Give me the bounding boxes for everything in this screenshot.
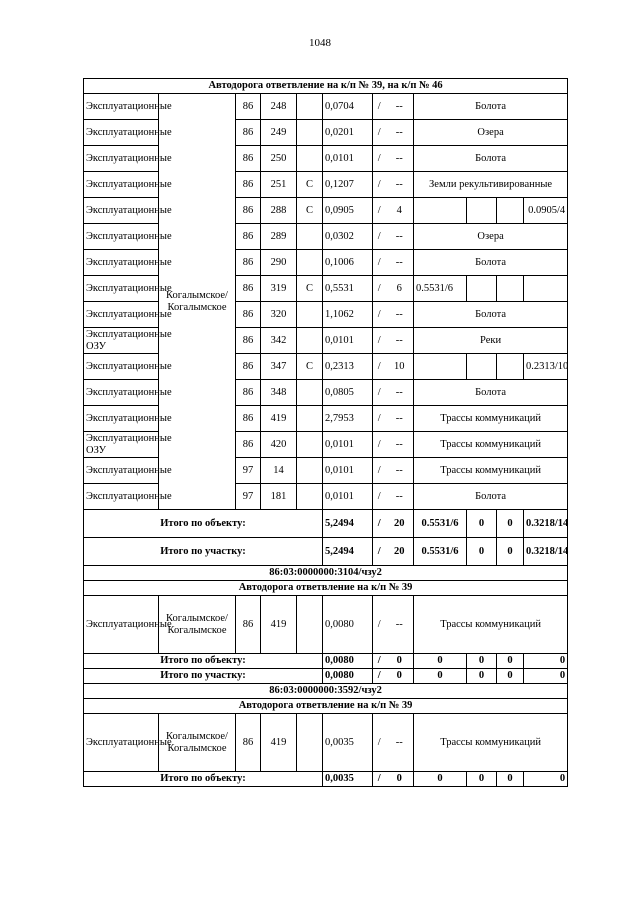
block-number-cell: 248 <box>261 94 297 120</box>
total-share-3: 0 <box>497 772 524 787</box>
block-number-cell: 342 <box>261 328 297 354</box>
table-row <box>84 596 568 654</box>
area-cell: 0,0101 <box>323 146 373 172</box>
area-cell: 0,0101 <box>323 328 373 354</box>
count-cell: -- <box>386 328 414 354</box>
area-cell: 0,1207 <box>323 172 373 198</box>
count-cell: -- <box>386 458 414 484</box>
area-cell: 0,0101 <box>323 484 373 510</box>
category-cell <box>297 406 323 432</box>
count-cell: -- <box>386 250 414 276</box>
total-slash: / <box>373 669 386 684</box>
section-title: 86:03:0000000:3104/чзу2 <box>84 566 568 581</box>
slash-cell: / <box>373 94 386 120</box>
total-share-1: 0.5531/6 <box>414 538 467 566</box>
land-use-cell: Эксплуатационные <box>84 380 159 406</box>
total-label: Итого по объекту: <box>84 772 323 787</box>
land-use-cell: Эксплуатационные <box>84 302 159 328</box>
category-cell <box>297 484 323 510</box>
count-cell: -- <box>386 714 414 772</box>
count-cell: -- <box>386 302 414 328</box>
slash-cell: / <box>373 458 386 484</box>
count-cell: 6 <box>386 276 414 302</box>
table-row <box>84 302 568 328</box>
category-cell <box>297 250 323 276</box>
area-cell: 1,1062 <box>323 302 373 328</box>
total-row <box>84 654 568 669</box>
total-area: 5,2494 <box>323 538 373 566</box>
table-row <box>84 354 568 380</box>
table-row <box>84 198 568 224</box>
count-cell: -- <box>386 172 414 198</box>
description-cell: Трассы коммуникаций <box>414 714 568 772</box>
description-cell: Трассы коммуникаций <box>414 406 568 432</box>
slash-cell: / <box>373 302 386 328</box>
table-row <box>84 328 568 354</box>
land-use-cell: Эксплуатационные <box>84 172 159 198</box>
slash-cell: / <box>373 484 386 510</box>
count-cell: -- <box>386 380 414 406</box>
description-cell: Болота <box>414 94 568 120</box>
land-use-cell: Эксплуатационные <box>84 224 159 250</box>
total-share-4: 0.3218/14 <box>524 510 568 538</box>
area-cell: 0,0035 <box>323 714 373 772</box>
slash-cell: / <box>373 198 386 224</box>
total-count: 0 <box>386 654 414 669</box>
slash-cell: / <box>373 250 386 276</box>
area-cell: 0,0302 <box>323 224 373 250</box>
description-cell: Озера <box>414 120 568 146</box>
share-cell-4: 0.2313/10 <box>524 354 568 380</box>
block-number-cell: 181 <box>261 484 297 510</box>
region-code-cell: 86 <box>236 120 261 146</box>
land-use-cell: Эксплуатационные <box>84 198 159 224</box>
slash-cell: / <box>373 432 386 458</box>
total-share-3: 0 <box>497 654 524 669</box>
category-cell: С <box>297 172 323 198</box>
region-code-cell: 86 <box>236 250 261 276</box>
land-use-cell: Эксплуатационные <box>84 250 159 276</box>
section-title: Автодорога ответвление на к/п № 39 <box>84 699 568 714</box>
total-area: 5,2494 <box>323 510 373 538</box>
table-row <box>84 484 568 510</box>
description-cell: Реки <box>414 328 568 354</box>
count-cell: -- <box>386 94 414 120</box>
table-row <box>84 224 568 250</box>
table-row <box>84 432 568 458</box>
total-share-4: 0.3218/14 <box>524 538 568 566</box>
total-share-1: 0.5531/6 <box>414 510 467 538</box>
share-cell-4: 0.0905/4 <box>524 198 568 224</box>
total-share-2: 0 <box>467 669 497 684</box>
land-use-cell: Эксплуатационные <box>84 714 159 772</box>
count-cell: -- <box>386 120 414 146</box>
total-label: Итого по объекту: <box>84 654 323 669</box>
count-cell: -- <box>386 406 414 432</box>
table-row <box>84 714 568 772</box>
area-cell: 0,2313 <box>323 354 373 380</box>
total-share-3: 0 <box>497 669 524 684</box>
count-cell: -- <box>386 146 414 172</box>
region-code-cell: 86 <box>236 224 261 250</box>
description-cell: Трассы коммуникаций <box>414 432 568 458</box>
description-cell: Трассы коммуникаций <box>414 458 568 484</box>
area-cell: 0,1006 <box>323 250 373 276</box>
block-number-cell: 14 <box>261 458 297 484</box>
slash-cell: / <box>373 714 386 772</box>
category-cell <box>297 328 323 354</box>
total-label: Итого по участку: <box>84 538 323 566</box>
category-cell <box>297 458 323 484</box>
count-cell: -- <box>386 484 414 510</box>
land-use-cell: Эксплуатационные <box>84 458 159 484</box>
land-use-cell: Эксплуатационные <box>84 146 159 172</box>
slash-cell: / <box>373 146 386 172</box>
land-use-cell: Эксплуатационные ОЗУ <box>84 432 159 458</box>
share-cell-2 <box>467 198 497 224</box>
table-row <box>84 120 568 146</box>
region-code-cell: 86 <box>236 198 261 224</box>
area-cell: 0,0080 <box>323 596 373 654</box>
share-cell-3 <box>497 276 524 302</box>
area-cell: 0,0101 <box>323 432 373 458</box>
region-code-cell: 86 <box>236 354 261 380</box>
area-cell: 2,7953 <box>323 406 373 432</box>
share-cell-4 <box>524 276 568 302</box>
region-code-cell: 86 <box>236 172 261 198</box>
total-row <box>84 510 568 538</box>
description-cell: Болота <box>414 302 568 328</box>
block-number-cell: 420 <box>261 432 297 458</box>
count-cell: -- <box>386 224 414 250</box>
region-code-cell: 86 <box>236 432 261 458</box>
slash-cell: / <box>373 380 386 406</box>
total-share-1: 0 <box>414 654 467 669</box>
description-cell: Трассы коммуникаций <box>414 596 568 654</box>
area-cell: 0,5531 <box>323 276 373 302</box>
section-title: Автодорога ответвление на к/п № 39, на к/п № 46 <box>84 79 568 94</box>
count-cell: 10 <box>386 354 414 380</box>
count-cell: -- <box>386 596 414 654</box>
count-cell: -- <box>386 432 414 458</box>
total-share-4: 0 <box>524 772 568 787</box>
total-share-2: 0 <box>467 772 497 787</box>
section-header-row <box>84 684 568 699</box>
total-share-4: 0 <box>524 654 568 669</box>
share-cell-3 <box>497 354 524 380</box>
category-cell <box>297 224 323 250</box>
block-number-cell: 251 <box>261 172 297 198</box>
region-code-cell: 97 <box>236 484 261 510</box>
total-slash: / <box>373 772 386 787</box>
category-cell <box>297 380 323 406</box>
total-slash: / <box>373 510 386 538</box>
total-label: Итого по объекту: <box>84 510 323 538</box>
land-use-cell: Эксплуатационные <box>84 406 159 432</box>
slash-cell: / <box>373 224 386 250</box>
table-row <box>84 380 568 406</box>
region-code-cell: 86 <box>236 596 261 654</box>
section-header-row <box>84 79 568 94</box>
share-cell-1: 0.5531/6 <box>414 276 467 302</box>
total-area: 0,0080 <box>323 654 373 669</box>
share-cell-2 <box>467 354 497 380</box>
count-cell: 4 <box>386 198 414 224</box>
district-cell: Когалымское/ Когалымское <box>159 94 236 510</box>
area-cell: 0,0805 <box>323 380 373 406</box>
description-cell: Болота <box>414 484 568 510</box>
category-cell <box>297 146 323 172</box>
category-cell <box>297 302 323 328</box>
total-share-3: 0 <box>497 538 524 566</box>
region-code-cell: 86 <box>236 94 261 120</box>
description-cell: Озера <box>414 224 568 250</box>
total-row <box>84 538 568 566</box>
region-code-cell: 86 <box>236 380 261 406</box>
slash-cell: / <box>373 596 386 654</box>
block-number-cell: 249 <box>261 120 297 146</box>
block-number-cell: 288 <box>261 198 297 224</box>
table-row <box>84 172 568 198</box>
block-number-cell: 289 <box>261 224 297 250</box>
page-number: 1048 <box>309 37 331 49</box>
total-label: Итого по участку: <box>84 669 323 684</box>
total-area: 0,0080 <box>323 669 373 684</box>
section-header-row <box>84 581 568 596</box>
total-count: 20 <box>386 538 414 566</box>
slash-cell: / <box>373 172 386 198</box>
land-use-cell: Эксплуатационные <box>84 120 159 146</box>
region-code-cell: 97 <box>236 458 261 484</box>
slash-cell: / <box>373 354 386 380</box>
total-share-2: 0 <box>467 510 497 538</box>
land-use-cell: Эксплуатационные <box>84 354 159 380</box>
total-share-3: 0 <box>497 510 524 538</box>
section-header-row <box>84 699 568 714</box>
category-cell <box>297 432 323 458</box>
table-row <box>84 146 568 172</box>
table-row <box>84 406 568 432</box>
total-share-1: 0 <box>414 669 467 684</box>
description-cell: Болота <box>414 380 568 406</box>
region-code-cell: 86 <box>236 714 261 772</box>
land-use-cell: Эксплуатационные ОЗУ <box>84 328 159 354</box>
total-share-4: 0 <box>524 669 568 684</box>
block-number-cell: 348 <box>261 380 297 406</box>
total-slash: / <box>373 538 386 566</box>
total-area: 0,0035 <box>323 772 373 787</box>
total-row <box>84 772 568 787</box>
slash-cell: / <box>373 406 386 432</box>
land-use-cell: Эксплуатационные <box>84 484 159 510</box>
region-code-cell: 86 <box>236 276 261 302</box>
district-cell: Когалымское/ Когалымское <box>159 714 236 772</box>
block-number-cell: 250 <box>261 146 297 172</box>
description-cell: Болота <box>414 250 568 276</box>
block-number-cell: 290 <box>261 250 297 276</box>
share-cell-2 <box>467 276 497 302</box>
category-cell: С <box>297 198 323 224</box>
share-cell-1 <box>414 354 467 380</box>
block-number-cell: 320 <box>261 302 297 328</box>
total-slash: / <box>373 654 386 669</box>
region-code-cell: 86 <box>236 302 261 328</box>
area-cell: 0,0905 <box>323 198 373 224</box>
total-share-2: 0 <box>467 654 497 669</box>
category-cell: С <box>297 354 323 380</box>
share-cell-1 <box>414 198 467 224</box>
category-cell <box>297 120 323 146</box>
table-body <box>84 79 568 787</box>
category-cell <box>297 596 323 654</box>
block-number-cell: 419 <box>261 714 297 772</box>
category-cell <box>297 94 323 120</box>
total-share-2: 0 <box>467 538 497 566</box>
land-use-cell: Эксплуатационные <box>84 596 159 654</box>
block-number-cell: 419 <box>261 406 297 432</box>
land-use-cell: Эксплуатационные <box>84 94 159 120</box>
slash-cell: / <box>373 120 386 146</box>
table-row <box>84 250 568 276</box>
total-count: 0 <box>386 772 414 787</box>
category-cell: С <box>297 276 323 302</box>
description-cell: Земли рекультивированные <box>414 172 568 198</box>
land-use-cell: Эксплуатационные <box>84 276 159 302</box>
total-count: 0 <box>386 669 414 684</box>
section-header-row <box>84 566 568 581</box>
total-count: 20 <box>386 510 414 538</box>
description-cell: Болота <box>414 146 568 172</box>
area-cell: 0,0101 <box>323 458 373 484</box>
district-cell: Когалымское/ Когалымское <box>159 596 236 654</box>
area-cell: 0,0704 <box>323 94 373 120</box>
category-cell <box>297 714 323 772</box>
section-title: 86:03:0000000:3592/чзу2 <box>84 684 568 699</box>
land-plot-table <box>83 78 568 787</box>
block-number-cell: 319 <box>261 276 297 302</box>
slash-cell: / <box>373 276 386 302</box>
area-cell: 0,0201 <box>323 120 373 146</box>
section-title: Автодорога ответвление на к/п № 39 <box>84 581 568 596</box>
table-row <box>84 94 568 120</box>
total-row <box>84 669 568 684</box>
total-share-1: 0 <box>414 772 467 787</box>
share-cell-3 <box>497 198 524 224</box>
region-code-cell: 86 <box>236 328 261 354</box>
table-row <box>84 276 568 302</box>
slash-cell: / <box>373 328 386 354</box>
table-row <box>84 458 568 484</box>
region-code-cell: 86 <box>236 146 261 172</box>
region-code-cell: 86 <box>236 406 261 432</box>
block-number-cell: 347 <box>261 354 297 380</box>
block-number-cell: 419 <box>261 596 297 654</box>
